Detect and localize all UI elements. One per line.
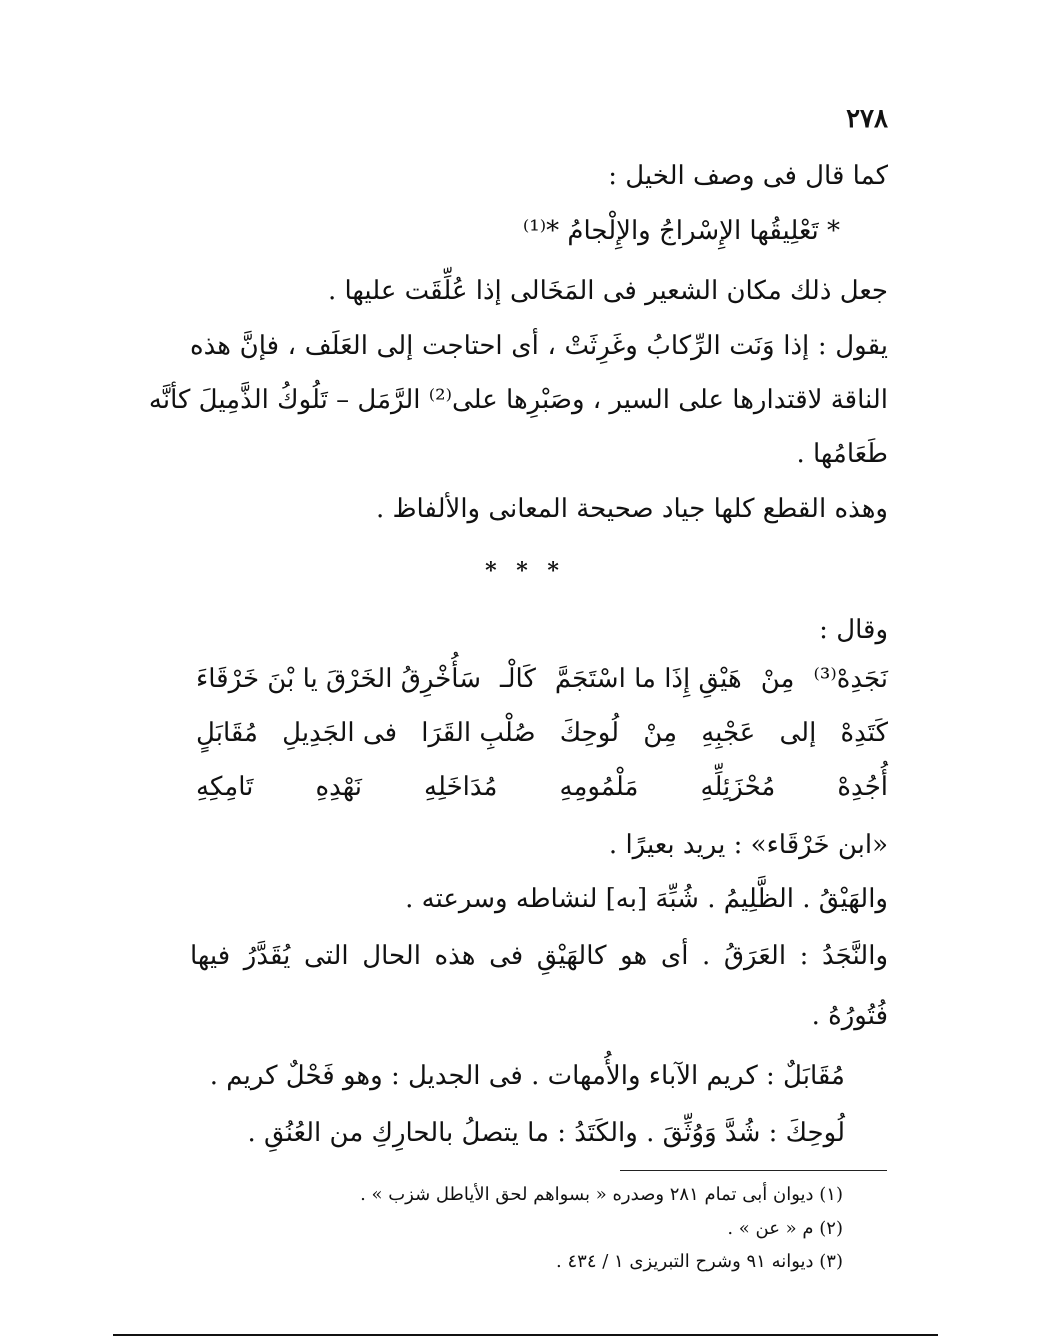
note-line-6: لُوحِكَ : شُدَّ وَوُثِّقَ . والكَتَدُ : ما يتصلُ بالحارِكِ من العُنُقِ .	[247, 1118, 845, 1148]
footnote-2: (٢) م « عن » .	[727, 1218, 843, 1239]
verse-word: هَيْقِ إِذَا ما اسْتَجَمَّ	[554, 664, 742, 694]
verse-word: مَلْمُومِهِ	[559, 772, 639, 802]
note-line-4: فُتُورُهُ .	[811, 1001, 888, 1031]
note-line-5: مُقَابَلٌ : كريم الآباء والأُمهات . فى الجديل : وهو فَحْلٌ كريم .	[209, 1061, 845, 1091]
verse-word: مُحْزَئِلِّهِ	[700, 772, 776, 802]
verse-word: مُدَاخَلِهِ	[424, 772, 498, 802]
note-line-1: «ابن خَرْقَاء» : يريد بعيرًا .	[608, 830, 888, 860]
verse-word: كَالْـ	[500, 664, 536, 694]
verse-intro: وقال :	[819, 615, 888, 645]
verse-word: نَجَدِهْ⁽³⁾	[813, 664, 888, 694]
verse-line-1	[196, 666, 888, 692]
poetry-hemistich: * تَعْلِيقُها الإِسْراجُ والإِلْجامُ *⁽¹⁾	[522, 216, 840, 246]
text-line-6: طَعَامُها .	[796, 439, 888, 469]
note-line-3: والنَّجَدُ : العَرَقُ . أى هو كالهَيْقِ فى هذه الحال التى يُقَدَّرُ فيها	[190, 941, 888, 971]
page-bottom-line	[113, 1334, 938, 1336]
footnote-3: (٣) ديوانه ٩١ وشرح التبريزى ١ / ٤٣٤ .	[556, 1251, 843, 1272]
text-line-4: يقول : إذا وَنَت الرِّكابُ وغَرِثَتْ ، أى احتاجت إلى العَلَف ، فإنَّ هذه	[190, 331, 889, 361]
verse-word: عَجْبِهِ	[701, 718, 756, 748]
text-line-1: كما قال فى وصف الخيل :	[608, 161, 888, 191]
verse-word: إلى	[779, 718, 817, 748]
text-line-5: الناقة لاقتدارها على السير ، وصَبْرِها على⁽²⁾ الرَّمَل – تَلُوكُ الذَّمِيلَ كأنَّه	[148, 385, 888, 415]
verse-word: أُجُدِهْ	[837, 772, 888, 802]
verse-word: تَامِكِهِ	[196, 772, 254, 802]
verse-word: مِنْ	[760, 664, 795, 694]
verse-word: مُقَابَلٍ	[196, 718, 258, 748]
text-line-3: جعل ذلك مكان الشعير فى المَخَالى إذا عُلِّقَت عليها .	[327, 276, 888, 306]
verse-word: سَأُخْرِقُ الخَرْقَ يا بْنَ خَرْقَاءَ	[196, 664, 481, 694]
verse-word: لُوحِكَ	[559, 718, 620, 748]
verse-word: فى الجَدِيلِ	[282, 718, 398, 748]
verse-word: صُلْبِ القَرَا	[421, 718, 536, 748]
note-line-2: والهَيْقُ . الظَّلِيمُ . شُبِّهَ [به] لنشاطه وسرعته .	[405, 884, 888, 914]
footnote-1: (١) ديوان أبى تمام ٢٨١ وصدره « بسواهم لحق الأياطل شزب » .	[360, 1184, 843, 1205]
section-separator: * * *	[485, 558, 565, 584]
verse-word: كَتَدِهْ	[840, 718, 888, 748]
verse-line-3	[196, 774, 888, 800]
verse-line-2	[196, 720, 888, 746]
verse-word: نَهْدِهِ	[315, 772, 362, 802]
verse-word: مِنْ	[643, 718, 678, 748]
text-line-7: وهذه القطع كلها جياد صحيحة المعانى والألفاظ .	[375, 494, 888, 524]
page-number: ٢٧٨	[846, 104, 888, 134]
footnote-divider	[620, 1170, 887, 1171]
